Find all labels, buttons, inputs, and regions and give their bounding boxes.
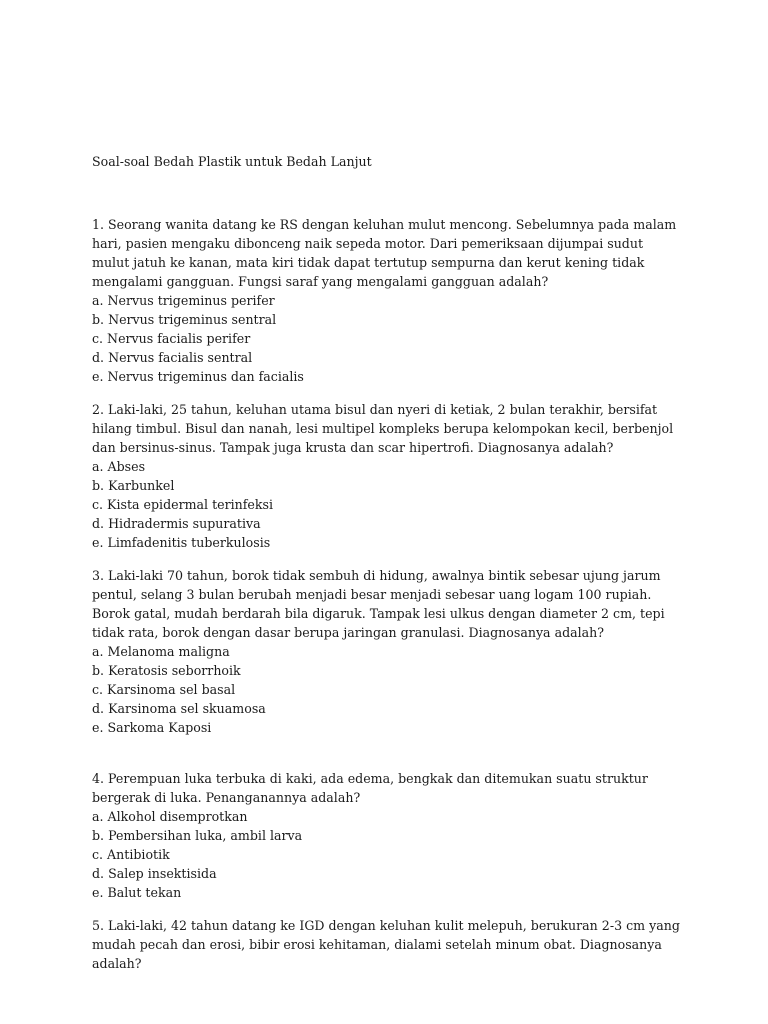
question-stem: 5. Laki-laki, 42 tahun datang ke IGD dengan keluhan kulit melepuh, berukuran 2-3 cm yang mudah pecah dan erosi, bibir erosi kehitaman, dialami setelah minum obat. Diagnosanya adalah? xyxy=(92,918,680,971)
answer-option: d. Hidradermis supurativa xyxy=(92,516,261,531)
question-1 xyxy=(92,215,682,386)
question-stem: 1. Seorang wanita datang ke RS dengan keluhan mulut mencong. Sebelumnya pada malam hari, pasien mengaku dibonceng naik sepeda motor. Dari pemeriksaan dijumpai sudut mulut jatuh ke kanan, mata kiri tidak dapat tertutup sempurna dan kerut kening tidak mengalami gangguan. Fungsi saraf yang mengalami gangguan adalah? xyxy=(92,217,677,289)
question-4 xyxy=(92,769,682,902)
question-5 xyxy=(92,916,682,973)
answer-option: b. Nervus trigeminus sentral xyxy=(92,312,277,327)
document-content xyxy=(92,152,682,987)
answer-option: e. Sarkoma Kaposi xyxy=(92,720,212,735)
answer-option: b. Keratosis seborrhoik xyxy=(92,663,241,678)
answer-options xyxy=(92,291,682,386)
question-stem: 3. Laki-laki 70 tahun, borok tidak sembuh di hidung, awalnya bintik sebesar ujung jarum pentul, selang 3 bulan berubah menjadi besar menjadi sebesar uang logam 100 rupiah. Borok gatal, mudah berdarah bila digaruk. Tampak lesi ulkus dengan diameter 2 cm, tepi tidak rata, borok dengan dasar berupa jaringan granulasi. Diagnosanya adalah? xyxy=(92,568,665,640)
answer-option: d. Karsinoma sel skuamosa xyxy=(92,701,266,716)
question-3 xyxy=(92,566,682,737)
answer-options xyxy=(92,807,682,902)
answer-option: b. Pembersihan luka, ambil larva xyxy=(92,828,303,843)
document-title: Soal-soal Bedah Plastik untuk Bedah Lanjut xyxy=(92,154,372,169)
answer-option: a. Melanoma maligna xyxy=(92,644,230,659)
answer-options xyxy=(92,457,682,552)
answer-option: e. Limfadenitis tuberkulosis xyxy=(92,535,271,550)
answer-options xyxy=(92,642,682,737)
question-stem: 2. Laki-laki, 25 tahun, keluhan utama bisul dan nyeri di ketiak, 2 bulan terakhir, bersifat hilang timbul. Bisul dan nanah, lesi multipel kompleks berupa kelompokan kecil, berbenjol dan bersinus-sinus. Tampak juga krusta dan scar hipertrofi. Diagnosanya adalah? xyxy=(92,402,674,455)
answer-option: c. Antibiotik xyxy=(92,847,170,862)
answer-option: e. Nervus trigeminus dan facialis xyxy=(92,369,304,384)
answer-option: b. Karbunkel xyxy=(92,478,175,493)
answer-option: c. Kista epidermal terinfeksi xyxy=(92,497,273,512)
answer-option: a. Nervus trigeminus perifer xyxy=(92,293,275,308)
answer-option: e. Balut tekan xyxy=(92,885,182,900)
answer-option: a. Alkohol disemprotkan xyxy=(92,809,248,824)
answer-option: d. Salep insektisida xyxy=(92,866,217,881)
answer-option: a. Abses xyxy=(92,459,146,474)
question-2 xyxy=(92,400,682,552)
question-stem: 4. Perempuan luka terbuka di kaki, ada edema, bengkak dan ditemukan suatu struktur bergerak di luka. Penanganannya adalah? xyxy=(92,771,648,805)
answer-option: c. Karsinoma sel basal xyxy=(92,682,236,697)
answer-option: c. Nervus facialis perifer xyxy=(92,331,251,346)
answer-option: d. Nervus facialis sentral xyxy=(92,350,253,365)
